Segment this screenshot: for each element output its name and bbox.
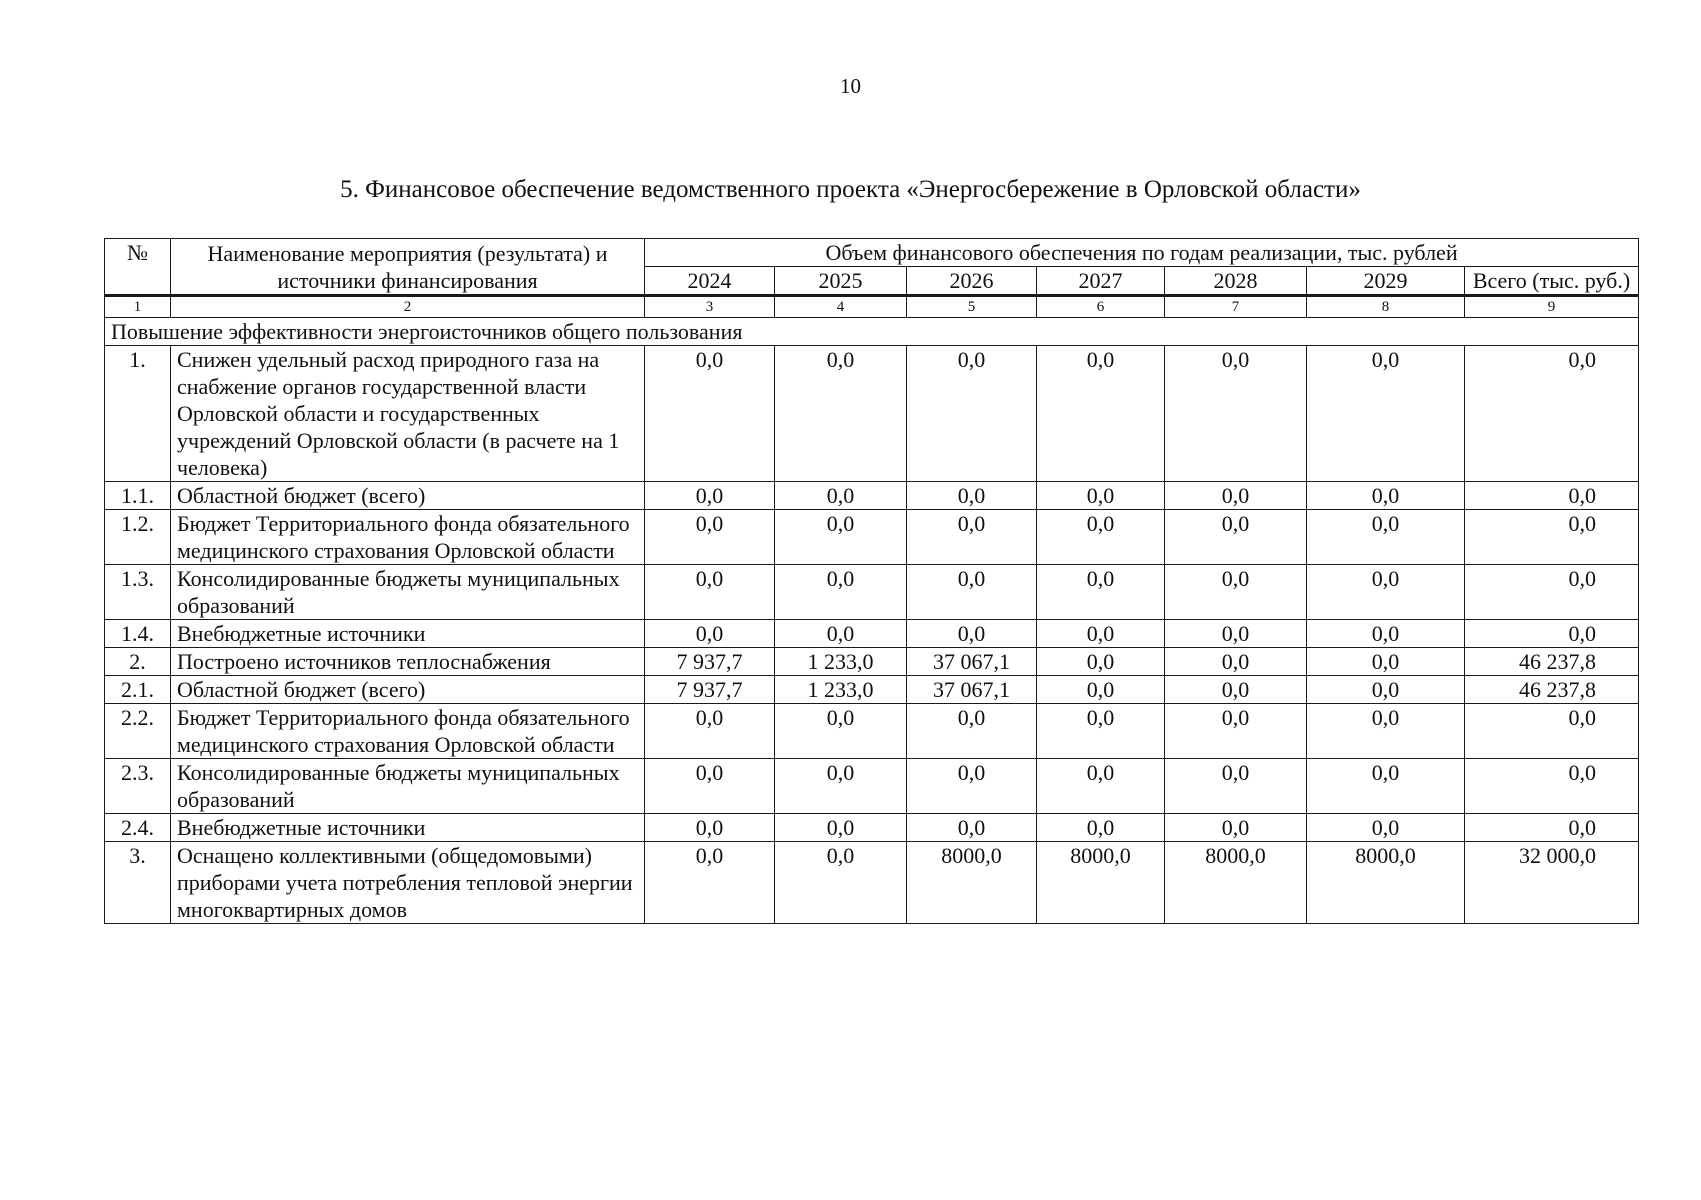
row-year-value: 0,0: [1165, 482, 1307, 510]
financing-table: [104, 238, 1639, 924]
row-year-value: 0,0: [1307, 704, 1465, 759]
column-number: 5: [907, 296, 1037, 318]
row-number: 3.: [105, 842, 171, 924]
row-year-value: 0,0: [1037, 510, 1165, 565]
row-year-value: 0,0: [1037, 482, 1165, 510]
row-year-value: 0,0: [645, 620, 775, 648]
row-year-value: 0,0: [1037, 346, 1165, 482]
row-year-value: 0,0: [1165, 814, 1307, 842]
table-row: [105, 814, 1639, 842]
row-number: 2.2.: [105, 704, 171, 759]
row-number: 1.4.: [105, 620, 171, 648]
row-year-value: 0,0: [775, 759, 907, 814]
row-number: 2.4.: [105, 814, 171, 842]
row-year-value: 1 233,0: [775, 648, 907, 676]
row-number: 1.3.: [105, 565, 171, 620]
row-name: Оснащено коллективными (общедомовыми) приборами учета потребления тепловой энергии многоквартирных домов: [171, 842, 645, 924]
row-name: Внебюджетные источники: [171, 814, 645, 842]
row-year-value: 7 937,7: [645, 648, 775, 676]
row-year-value: 0,0: [645, 482, 775, 510]
row-year-value: 0,0: [1307, 346, 1465, 482]
column-number-row: [105, 296, 1639, 318]
row-year-value: 0,0: [1037, 676, 1165, 704]
header-year-2026: 2026: [907, 267, 1037, 296]
row-year-value: 0,0: [645, 704, 775, 759]
row-total-value: 0,0: [1465, 565, 1639, 620]
section-title: Повышение эффективности энергоисточников общего пользования: [105, 318, 1639, 346]
row-year-value: 0,0: [1165, 346, 1307, 482]
header-year-2027: 2027: [1037, 267, 1165, 296]
row-name: Бюджет Территориального фонда обязательного медицинского страхования Орловской области: [171, 704, 645, 759]
column-number: 7: [1165, 296, 1307, 318]
row-year-value: 0,0: [645, 759, 775, 814]
row-year-value: 0,0: [1307, 510, 1465, 565]
table-row: [105, 842, 1639, 924]
row-year-value: 0,0: [1165, 704, 1307, 759]
row-year-value: 0,0: [907, 814, 1037, 842]
row-year-value: 0,0: [907, 510, 1037, 565]
row-year-value: 0,0: [1037, 620, 1165, 648]
header-number: №: [105, 239, 171, 296]
row-year-value: 0,0: [1307, 759, 1465, 814]
row-year-value: 0,0: [1165, 565, 1307, 620]
header-total: Всего (тыс. руб.): [1465, 267, 1639, 296]
row-year-value: 0,0: [1307, 482, 1465, 510]
row-year-value: 0,0: [775, 510, 907, 565]
row-year-value: 0,0: [645, 842, 775, 924]
row-year-value: 0,0: [907, 704, 1037, 759]
table-row: [105, 676, 1639, 704]
section-row: [105, 318, 1639, 346]
table-row: [105, 565, 1639, 620]
row-year-value: 0,0: [1165, 759, 1307, 814]
row-year-value: 0,0: [907, 759, 1037, 814]
table-row: [105, 704, 1639, 759]
row-year-value: 0,0: [1165, 676, 1307, 704]
row-name: Внебюджетные источники: [171, 620, 645, 648]
row-year-value: 0,0: [1165, 648, 1307, 676]
row-year-value: 0,0: [1307, 565, 1465, 620]
row-year-value: 0,0: [1307, 648, 1465, 676]
row-number: 2.3.: [105, 759, 171, 814]
row-year-value: 0,0: [775, 346, 907, 482]
row-year-value: 0,0: [775, 814, 907, 842]
row-year-value: 0,0: [645, 814, 775, 842]
row-year-value: 0,0: [775, 565, 907, 620]
row-year-value: 0,0: [1037, 704, 1165, 759]
row-total-value: 0,0: [1465, 814, 1639, 842]
row-year-value: 8000,0: [1165, 842, 1307, 924]
row-total-value: 0,0: [1465, 346, 1639, 482]
header-year-2029: 2029: [1307, 267, 1465, 296]
row-total-value: 0,0: [1465, 510, 1639, 565]
row-number: 2.: [105, 648, 171, 676]
row-name: Консолидированные бюджеты муниципальных образований: [171, 565, 645, 620]
row-year-value: 0,0: [907, 620, 1037, 648]
row-name: Областной бюджет (всего): [171, 482, 645, 510]
row-year-value: 0,0: [1165, 510, 1307, 565]
row-year-value: 0,0: [907, 346, 1037, 482]
row-year-value: 0,0: [775, 482, 907, 510]
page-number: 10: [840, 74, 861, 98]
header-funding-volume: Объем финансового обеспечения по годам реализации, тыс. рублей: [645, 239, 1639, 267]
row-year-value: 0,0: [645, 510, 775, 565]
row-year-value: 0,0: [1037, 565, 1165, 620]
table-row: [105, 482, 1639, 510]
row-total-value: 0,0: [1465, 704, 1639, 759]
column-number: 6: [1037, 296, 1165, 318]
header-year-2024: 2024: [645, 267, 775, 296]
header-year-2028: 2028: [1165, 267, 1307, 296]
row-year-value: 0,0: [775, 842, 907, 924]
row-year-value: 0,0: [645, 565, 775, 620]
row-year-value: 0,0: [1307, 814, 1465, 842]
row-year-value: 0,0: [1037, 759, 1165, 814]
row-name: Снижен удельный расход природного газа на снабжение органов государственной власти Орловской области и государственных учреждений Орловской области (в расчете на 1 человека): [171, 346, 645, 482]
row-year-value: 8000,0: [907, 842, 1037, 924]
row-year-value: 8000,0: [1037, 842, 1165, 924]
row-year-value: 0,0: [775, 620, 907, 648]
row-year-value: 7 937,7: [645, 676, 775, 704]
column-number: 4: [775, 296, 907, 318]
row-year-value: 37 067,1: [907, 676, 1037, 704]
header-row-top: [105, 239, 1639, 267]
table-row: [105, 510, 1639, 565]
row-total-value: 0,0: [1465, 759, 1639, 814]
row-year-value: 37 067,1: [907, 648, 1037, 676]
row-year-value: 8000,0: [1307, 842, 1465, 924]
document-title: 5. Финансовое обеспечение ведомственного проекта «Энергосбережение в Орловской области»: [340, 176, 1361, 203]
row-year-value: 0,0: [1037, 648, 1165, 676]
row-total-value: 46 237,8: [1465, 648, 1639, 676]
row-year-value: 0,0: [1165, 620, 1307, 648]
row-year-value: 0,0: [907, 565, 1037, 620]
row-number: 2.1.: [105, 676, 171, 704]
row-name: Бюджет Территориального фонда обязательного медицинского страхования Орловской области: [171, 510, 645, 565]
row-total-value: 46 237,8: [1465, 676, 1639, 704]
row-year-value: 0,0: [907, 482, 1037, 510]
row-number: 1.2.: [105, 510, 171, 565]
table-row: [105, 759, 1639, 814]
row-total-value: 0,0: [1465, 620, 1639, 648]
table-row: [105, 620, 1639, 648]
row-year-value: 0,0: [645, 346, 775, 482]
row-total-value: 32 000,0: [1465, 842, 1639, 924]
column-number: 8: [1307, 296, 1465, 318]
table-row: [105, 346, 1639, 482]
table-row: [105, 648, 1639, 676]
row-number: 1.1.: [105, 482, 171, 510]
row-name: Областной бюджет (всего): [171, 676, 645, 704]
row-year-value: 1 233,0: [775, 676, 907, 704]
row-year-value: 0,0: [1307, 620, 1465, 648]
header-name: Наименование мероприятия (результата) и источники финансирования: [171, 239, 645, 296]
row-name: Консолидированные бюджеты муниципальных образований: [171, 759, 645, 814]
column-number: 3: [645, 296, 775, 318]
column-number: 1: [105, 296, 171, 318]
row-number: 1.: [105, 346, 171, 482]
column-number: 2: [171, 296, 645, 318]
column-number: 9: [1465, 296, 1639, 318]
row-year-value: 0,0: [1037, 814, 1165, 842]
row-name: Построено источников теплоснабжения: [171, 648, 645, 676]
row-total-value: 0,0: [1465, 482, 1639, 510]
row-year-value: 0,0: [775, 704, 907, 759]
row-year-value: 0,0: [1307, 676, 1465, 704]
header-year-2025: 2025: [775, 267, 907, 296]
